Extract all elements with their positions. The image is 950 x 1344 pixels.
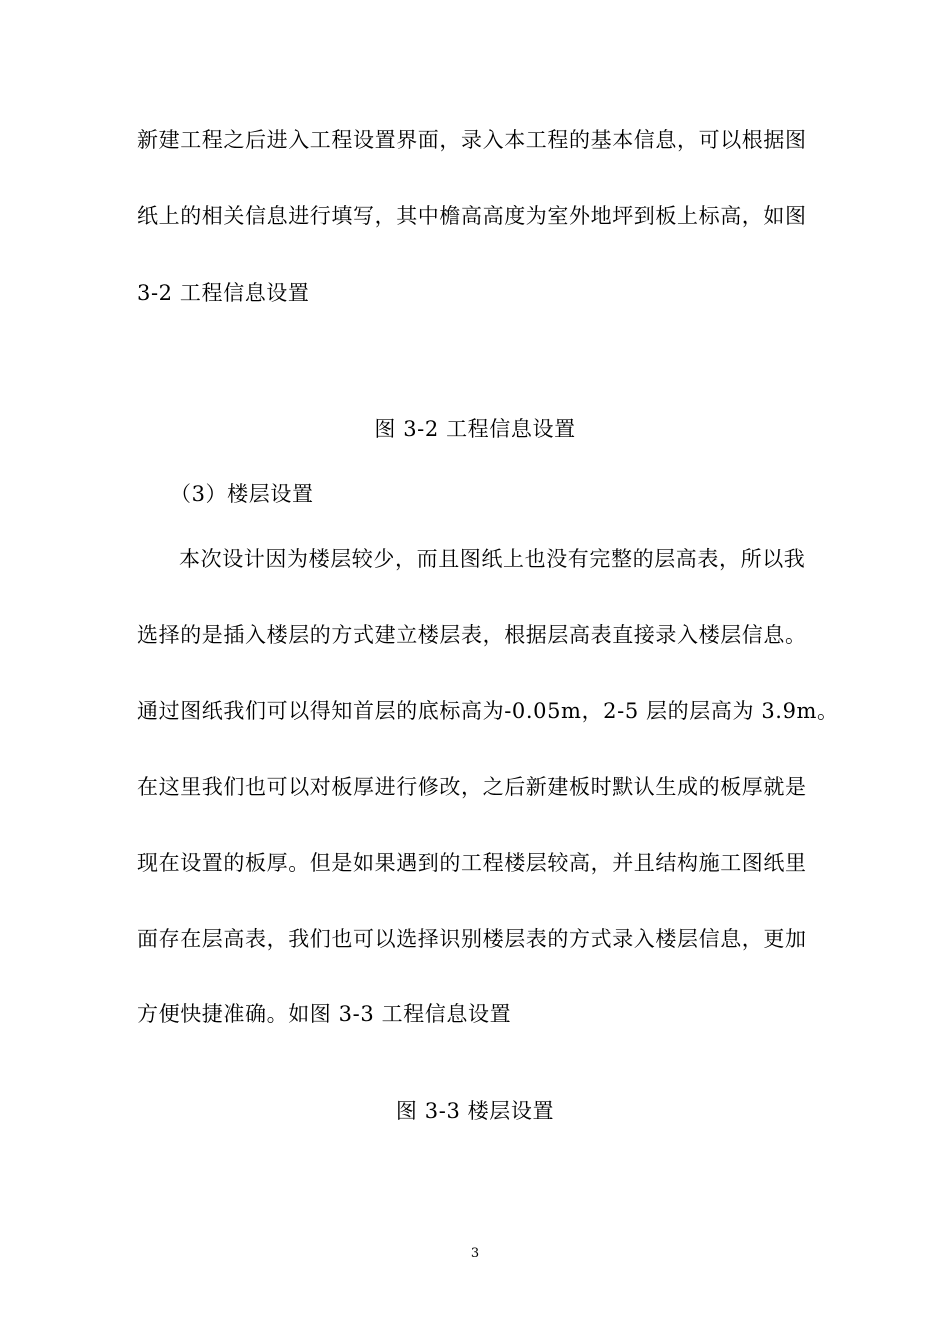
paragraph-line: 方便快捷准确。如图 3-3 工程信息设置: [137, 1002, 512, 1026]
paragraph-line: 纸上的相关信息进行填写，其中檐高高度为室外地坪到板上标高，如图: [137, 204, 807, 228]
paragraph-line: 本次设计因为楼层较少，而且图纸上也没有完整的层高表，所以我: [179, 547, 806, 571]
paragraph-line: 新建工程之后进入工程设置界面，录入本工程的基本信息，可以根据图: [137, 128, 807, 152]
page-number: 3: [470, 1246, 480, 1261]
paragraph-line: 在这里我们也可以对板厚进行修改，之后新建板时默认生成的板厚就是: [137, 775, 807, 799]
paragraph-line: 通过图纸我们可以得知首层的底标高为-0.05m，2-5 层的层高为 3.9m。: [137, 699, 839, 723]
paragraph-line: 现在设置的板厚。但是如果遇到的工程楼层较高，并且结构施工图纸里: [137, 851, 807, 875]
section-heading: （3）楼层设置: [170, 482, 314, 506]
paragraph-line: 3-2 工程信息设置: [137, 281, 310, 305]
paragraph-line: 选择的是插入楼层的方式建立楼层表，根据层高表直接录入楼层信息。: [137, 623, 807, 647]
paragraph-line: 面存在层高表，我们也可以选择识别楼层表的方式录入楼层信息，更加: [137, 927, 807, 951]
figure-caption-3-3: 图 3-3 楼层设置: [395, 1099, 555, 1123]
figure-caption-3-2: 图 3-2 工程信息设置: [374, 417, 576, 441]
